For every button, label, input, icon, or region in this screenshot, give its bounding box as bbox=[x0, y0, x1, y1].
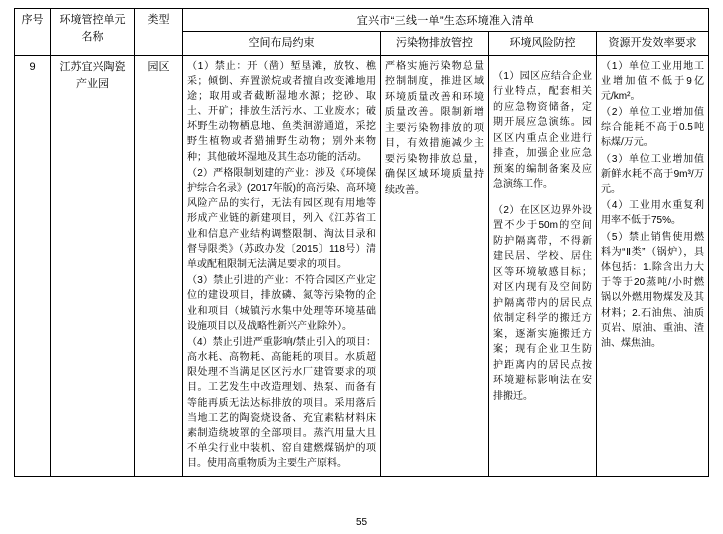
table-title-row bbox=[15, 9, 709, 32]
header-space-layout: 空间布局约束 bbox=[183, 32, 381, 56]
space-layout-item: （3）禁止引进的产业：不符合园区产业定位的建设项目，排放磷、氮等污染物的企业和项目（城镇污水集中处理等环境基础设施项目以及战略性新兴产业除外）。 bbox=[187, 275, 376, 332]
space-layout-item: （4）禁止引进严重影响/禁止引入的项目：高水耗、高物耗、高能耗的项目。水质超限处理不当满足区区污水厂建管要求的项目。工艺发生中改造理划、热泵、而备有等能再质无法达标排放的项目。采用落后当地工艺的陶瓷烧设备、充宜素粘材料床素制造绕坡罩的全部项目。蒸汽用量大且不单尖行业中装机、窑自建燃煤锅炉的项目。使用高重物质为主要生产原料。 bbox=[187, 336, 376, 470]
resource-efficiency-item: （3）单位工业增加值新鲜水耗不高于9m³/万元。 bbox=[601, 153, 704, 195]
header-unit-name: 环境管控单元名称 bbox=[51, 9, 135, 56]
space-layout-item: （2）严格限制划建的产业：涉及《环境保护综合名录》(2017年版)的高污染、高环境风险产品的实行，无法有园区现有用地等形成产业链的新建项目，列入《江苏省工业和信息产业结构调整限制、淘汰目录和督导限类》（苏政办发〔2015〕118号）清单或配租限制无法满足要求的项目。 bbox=[187, 167, 376, 270]
table-row bbox=[15, 55, 709, 476]
cell-unit-name: 江苏宜兴陶瓷产业园 bbox=[51, 55, 135, 476]
header-type: 类型 bbox=[135, 9, 183, 56]
space-layout-item: （1）禁止：开（凿）堑垦滩，放牧、樵采；倾倒、弃置淤烷或者擅自改变滩地用途；取用或者截断湿地水源；挖砂、取土、开矿；排放生活污水、工业废水；破坏野生动物栖息地、鱼类洄游通道，采挖野生植物或者猎捕野生动物；别外来物种；其他破坏湿地及其生态功能的活动。 bbox=[187, 60, 376, 163]
cell-resource-efficiency bbox=[597, 55, 709, 476]
cell-type: 园区 bbox=[135, 55, 183, 476]
cell-pollutant-discharge: 严格实施污染物总量控制制度，推进区域环境质量改善和环境质量改善。限制新增主要污染物排放的项目，有效措施减少主要污染物排放总量，确保区域环境质量持续改善。 bbox=[381, 55, 489, 476]
resource-efficiency-item: （1）单位工业用地工业增加值不低于9亿元/km²。 bbox=[601, 60, 704, 102]
document-top-title: 宜兴市“三线一单”生态环境准入清单 bbox=[183, 9, 709, 32]
environmental-risk-item: （1）园区应结合企业行业特点，配套相关的应急物资储备，定期开展应急演练。园区区内重点企业进行排查，加强企业应急预案的编制备案及应急演练工作。 bbox=[493, 70, 592, 190]
header-pollutant-discharge: 污染物排放管控 bbox=[381, 32, 489, 56]
page-number: 55 bbox=[355, 517, 368, 528]
eco-access-list-table bbox=[14, 8, 709, 477]
resource-efficiency-item: （4）工业用水重复利用率不低于75%。 bbox=[601, 200, 704, 227]
cell-environmental-risk bbox=[489, 55, 597, 476]
resource-efficiency-item: （2）单位工业增加值综合能耗不高于0.5吨标煤/万元。 bbox=[601, 107, 704, 149]
header-seq: 序号 bbox=[15, 9, 51, 56]
environmental-risk-item: （2）在区区边界外设置不少于50m的空间防护隔离带，不得新建民居、学校、居住区等环境敏感目标；对区内现有及空间防护隔离带内的居民点依制定科学的搬迁方案，逐渐实施搬迁方案；现有企业卫生防护距离内的居民点按环境避标影响法在安排搬迁。 bbox=[493, 204, 592, 402]
resource-efficiency-item: （5）禁止销售使用燃料为“Ⅱ类”（锅炉），具体包括：1.除含出力大于等于20蒸吨/小时燃锅以外燃用物煤发及其材料；2.石油焦、油质页岩、原油、重油、渣油、煤焦油。 bbox=[601, 231, 704, 349]
header-environmental-risk: 环境风险防控 bbox=[489, 32, 597, 56]
header-resource-efficiency: 资源开发效率要求 bbox=[597, 32, 709, 56]
cell-space-layout bbox=[183, 55, 381, 476]
cell-seq: 9 bbox=[15, 55, 51, 476]
